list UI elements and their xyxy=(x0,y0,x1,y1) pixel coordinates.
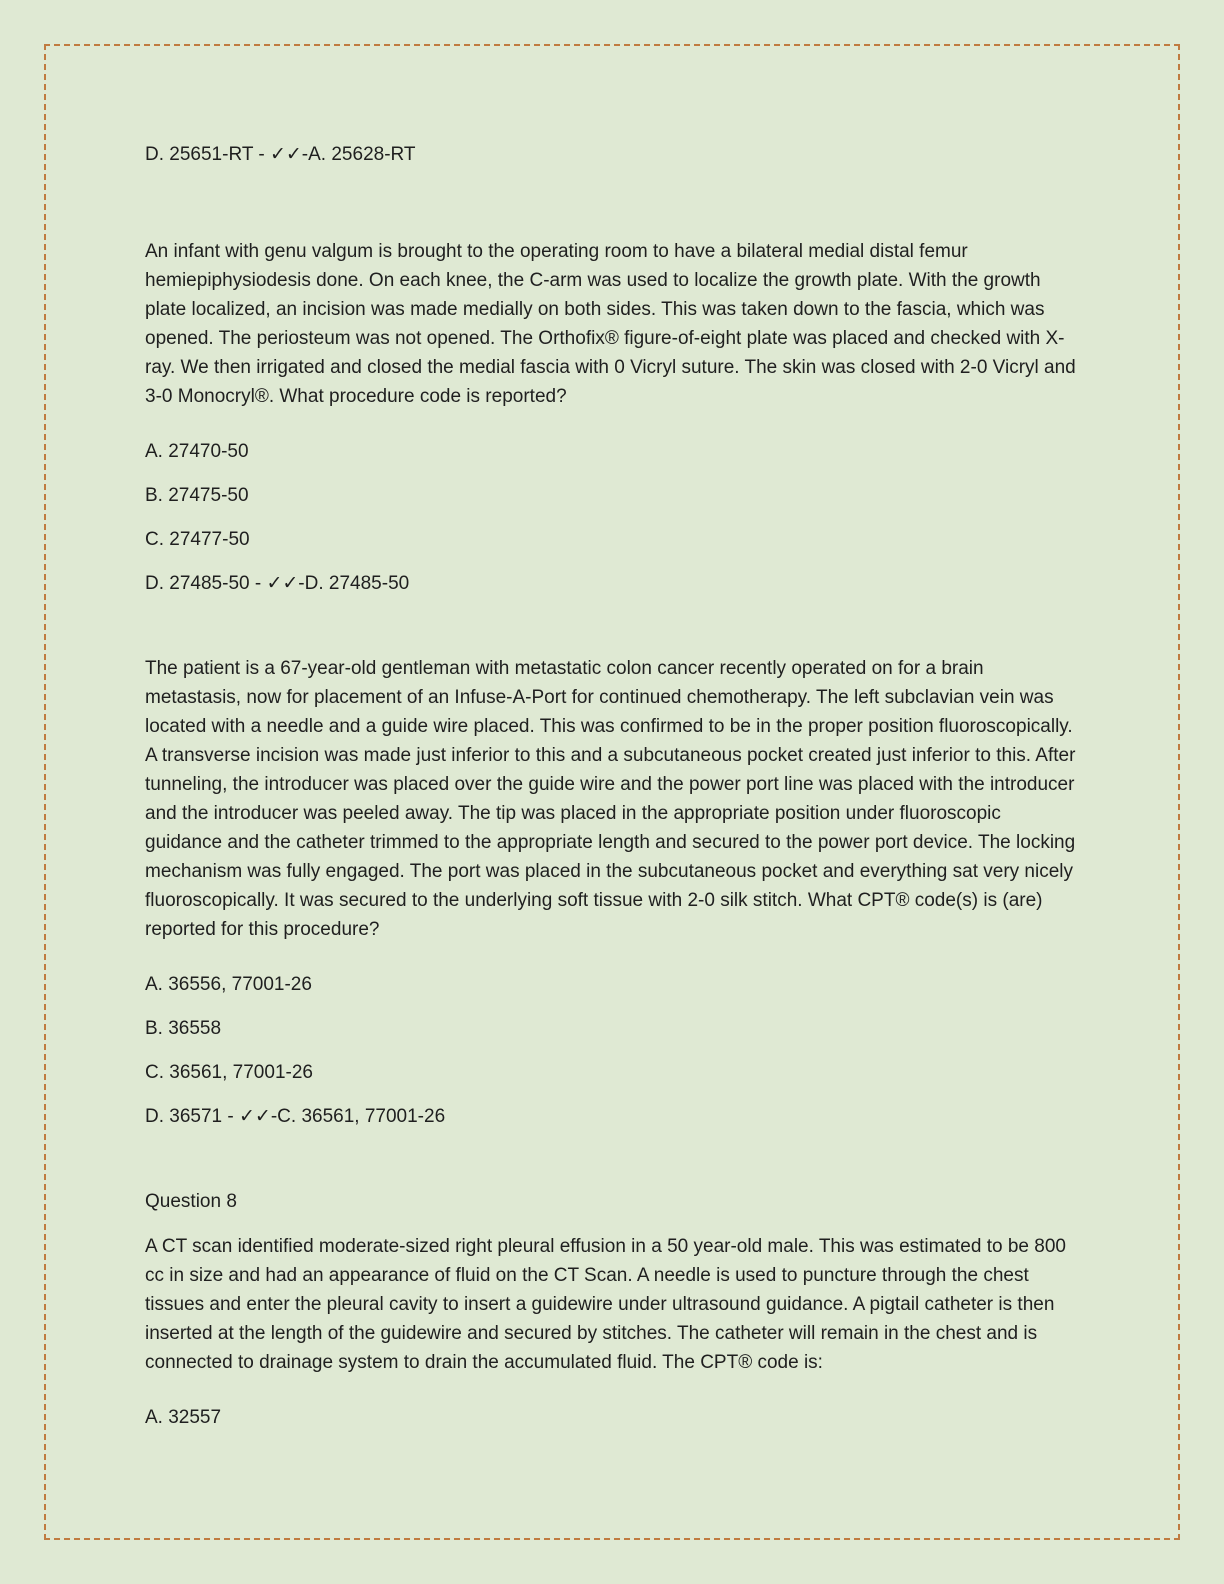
answer-option-d-with-correct-answer: D. 27485-50 - ✓✓-D. 27485-50 xyxy=(145,573,410,594)
question-text-infuse-a-port: The patient is a 67-year-old gentleman with metastatic colon cancer recently operated on for a brain metastasis, now for placement of an Infuse-A-Port for continued chemotherapy. The left subclavian vein was located with a needle and a guide wire placed. This was confirmed to be in the proper position fluoroscopically. A transverse incision was made just inferior to this and a subcutaneous pocket created just inferior to this. After tunneling, the introducer was placed over the guide wire and the power port line was placed with the introducer and the introducer was peeled away. The tip was placed in the appropriate position under fluoroscopic guidance and the catheter trimmed to the appropriate length and secured to the power port device. The locking mechanism was fully engaged. The port was placed in the subcutaneous pocket and everything sat very nicely fluoroscopically. It was secured to the underlying soft tissue with 2-0 silk stitch. What CPT® code(s) is (are) reported for this procedure? xyxy=(145,658,1076,940)
answer-option-b: B. 27475-50 xyxy=(145,485,249,506)
question-text-pleural-effusion: A CT scan identified moderate-sized right pleural effusion in a 50 year-old male. This was estimated to be 800 cc in size and had an appearance of fluid on the CT Scan. A needle is used to puncture through the chest tissues and enter the pleural cavity to insert a guidewire under ultrasound guidance. A pigtail catheter is then inserted at the length of the guidewire and secured by stitches. The catheter will remain in the chest and is connected to drainage system to drain the accumulated fluid. The CPT® code is: xyxy=(145,1236,1066,1373)
answer-option-c: C. 27477-50 xyxy=(145,529,250,550)
answer-option-a: A. 36556, 77001-26 xyxy=(145,974,312,995)
document-content xyxy=(145,140,1083,1447)
answer-option-c: C. 36561, 77001-26 xyxy=(145,1062,313,1083)
question-text-femur-hemiepiphysiodesis: An infant with genu valgum is brought to the operating room to have a bilateral medial distal femur hemiepiphysiodesis done. On each knee, the C-arm was used to localize the growth plate. With the growth plate localized, an incision was made medially on both sides. This was taken down to the fascia, which was opened. The periosteum was not opened. The Orthofix® figure-of-eight plate was placed and checked with X-ray. We then irrigated and closed the medial fascia with 0 Vicryl suture. The skin was closed with 2-0 Vicryl and 3-0 Monocryl®. What procedure code is reported? xyxy=(145,241,1076,407)
answer-option-d-with-correct-answer: D. 36571 - ✓✓-C. 36561, 77001-26 xyxy=(145,1106,446,1127)
question-heading: Question 8 xyxy=(145,1191,237,1212)
previous-question-answer-line: D. 25651-RT - ✓✓-A. 25628-RT xyxy=(145,144,416,165)
answer-option-a: A. 27470-50 xyxy=(145,441,249,462)
answer-option-b: B. 36558 xyxy=(145,1018,222,1039)
answer-option-a: A. 32557 xyxy=(145,1407,222,1428)
